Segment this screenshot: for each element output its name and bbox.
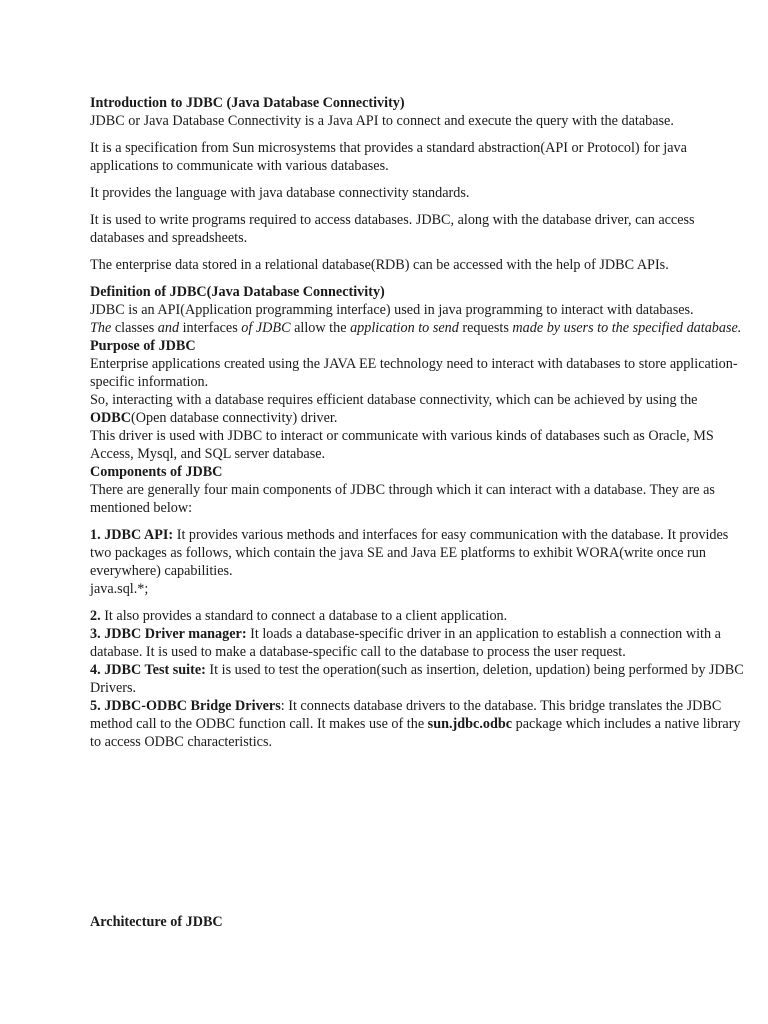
component-2: 2. It also provides a standard to connect a database to a client application. [90,608,508,624]
components-intro: There are generally four main components of JDBC through which it can interact with a database. They are as mentioned below: [90,482,715,516]
component-3: 3. JDBC Driver manager: It loads a database-specific driver in an application to establish a connection with a database. It is used to make a database-specific call to the database to process the user request. [90,626,721,660]
component-1-package: java.sql.*; [90,581,149,597]
intro-paragraph-2: It is a specification from Sun microsystems that provides a standard abstraction(API or Protocol) for java applications to communicate with various databases. [90,140,687,174]
purpose-line-2: So, interacting with a database requires efficient database connectivity, which can be achieved by using the ODBC(Open database connectivity) driver. [90,392,698,426]
components-heading: Components of JDBC [90,464,223,480]
document-body [90,94,745,751]
intro-heading: Introduction to JDBC (Java Database Connectivity) [90,95,405,111]
definition-line-1: JDBC is an API(Application programming interface) used in java programming to interact with databases. [90,302,694,318]
component-4: 4. JDBC Test suite: It is used to test the operation(such as insertion, deletion, updation) being performed by JDBC Drivers. [90,662,744,696]
component-5: 5. JDBC-ODBC Bridge Drivers: It connects database drivers to the database. This bridge translates the JDBC method call to the ODBC function call. It makes use of the sun.jdbc.odbc package which includes a native library to access ODBC characteristics. [90,698,741,750]
intro-paragraph-1: JDBC or Java Database Connectivity is a Java API to connect and execute the query with the database. [90,113,674,129]
intro-paragraph-4: It is used to write programs required to access databases. JDBC, along with the database driver, can access databases and spreadsheets. [90,212,695,246]
definition-line-2: The classes and interfaces of JDBC allow the application to send requests made by users to the specified database. [90,320,742,336]
intro-paragraph-5: The enterprise data stored in a relational database(RDB) can be accessed with the help of JDBC APIs. [90,257,669,273]
purpose-line-3: This driver is used with JDBC to interact or communicate with various kinds of databases such as Oracle, MS Access, Mysql, and SQL server database. [90,428,714,462]
component-1: 1. JDBC API: It provides various methods and interfaces for easy communication with the database. It provides two packages as follows, which contain the java SE and Java EE platforms to exhibit WORA(write once run everywhere) capabilities. [90,527,729,579]
purpose-line-1: Enterprise applications created using the JAVA EE technology need to interact with databases to store application-specific information. [90,356,738,390]
intro-paragraph-3: It provides the language with java database connectivity standards. [90,185,470,201]
purpose-heading: Purpose of JDBC [90,338,196,354]
architecture-heading: Architecture of JDBC [90,914,223,930]
definition-heading: Definition of JDBC(Java Database Connectivity) [90,284,385,300]
